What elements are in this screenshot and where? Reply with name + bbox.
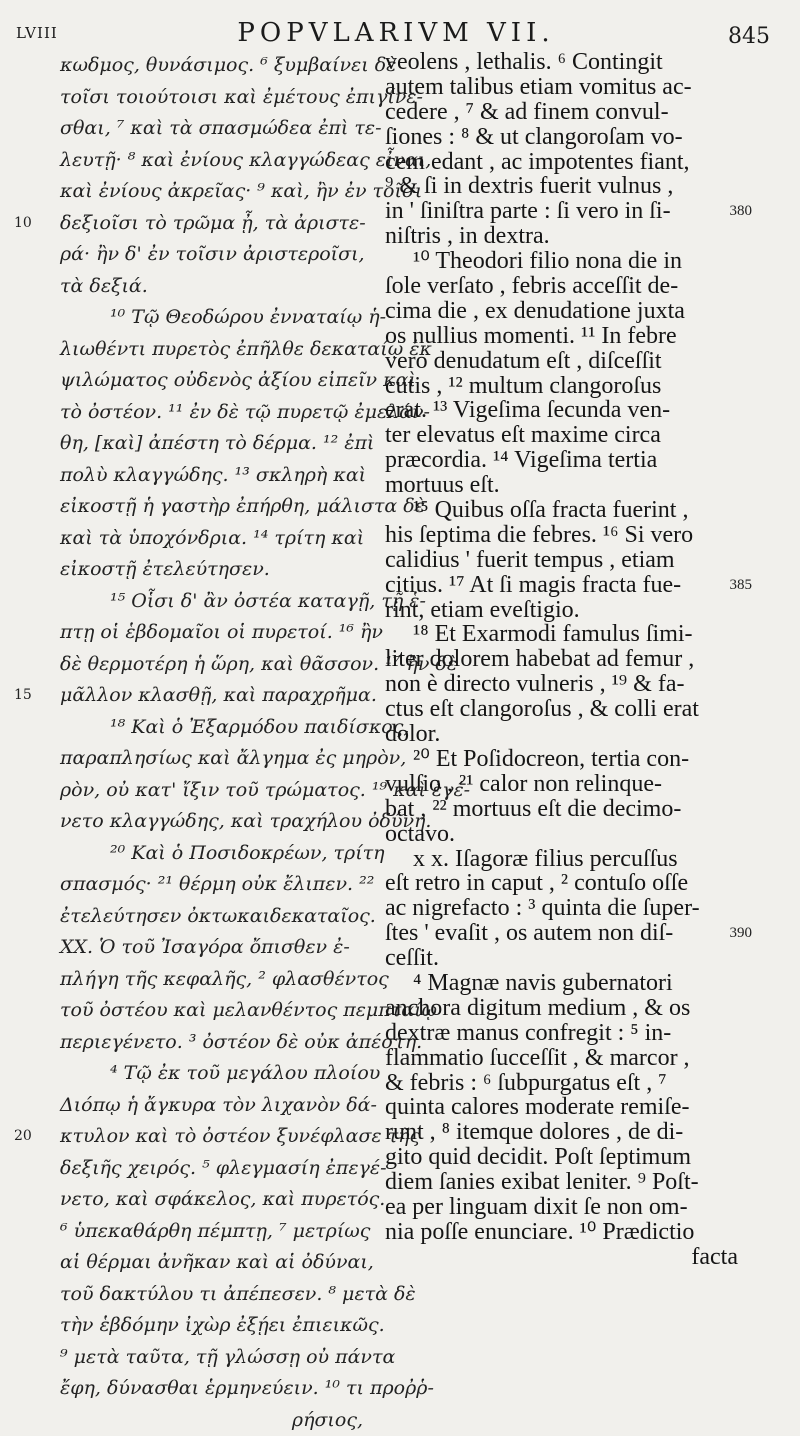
latin-line (385, 971, 760, 996)
latin-line (385, 174, 760, 199)
latin-line (385, 423, 760, 448)
greek-line-text: μᾶλλον κλασθῇ, καὶ παραχρῆμα. (60, 684, 377, 706)
greek-line-text: ρὸν, οὐ κατ' ἴξιν τοῦ τρώματος. ¹⁹ καὶ ἐγέ- (60, 779, 470, 801)
greek-line (10, 271, 385, 303)
latin-line (385, 622, 760, 647)
latin-line-text: cima die , ex denudatione juxta (385, 298, 685, 324)
latin-line-text: x x. Iſagoræ filius percuſſus (413, 846, 678, 872)
latin-line (385, 1220, 760, 1245)
latin-line-text: præcordia. ¹⁴ Vigeſima tertia (385, 447, 657, 473)
greek-line (10, 649, 385, 681)
greek-line (10, 334, 385, 366)
greek-line (10, 743, 385, 775)
latin-line-text: vero denudatum eſt , diſceſſit (385, 348, 662, 374)
latin-line (385, 448, 760, 473)
latin-line-text: dolor. (385, 721, 440, 747)
latin-line (385, 1095, 760, 1120)
greek-line-text: αἱ θέρμαι ἀνῆκαν καὶ αἱ ὀδύναι, (60, 1251, 374, 1273)
latin-line (385, 324, 760, 349)
greek-line (10, 176, 385, 208)
greek-line (10, 869, 385, 901)
latin-line-text: cutis , ¹² multum clangoroſus (385, 373, 661, 399)
greek-line (10, 428, 385, 460)
greek-text-column (10, 50, 385, 1436)
latin-line (385, 274, 760, 299)
greek-line (10, 491, 385, 523)
latin-line (385, 398, 760, 423)
latin-line-text: ſole verſato , febris acceſſit de- (385, 273, 678, 299)
greek-line-text: ¹⁵ Οἷσι δ' ἂν ὀστέα καταγῇ, τῇ ἑ- (110, 590, 426, 612)
latin-line-text: autem talibus etiam vomitus ac- (385, 74, 692, 100)
latin-line (385, 125, 760, 150)
greek-line-text: ⁶ ὑπεκαθάρθη πέμπτῃ, ⁷ μετρίως (60, 1220, 370, 1242)
greek-line-text: XX. Ὁ τοῦ Ἰσαγόρα ὄπισθεν ἐ- (60, 936, 350, 958)
greek-line-text: σθαι, ⁷ καὶ τὰ σπασμώδεα ἐπὶ τε- (60, 117, 382, 139)
latin-line-text: erat. ¹³ Vigeſima ſecunda ven- (385, 397, 670, 423)
greek-line (10, 1184, 385, 1216)
latin-line (385, 1021, 760, 1046)
greek-line (10, 1058, 385, 1090)
latin-line (385, 722, 760, 747)
latin-line-text: nia poſſe enunciare. ¹⁰ Prædictio (385, 1219, 694, 1245)
greek-line (10, 1090, 385, 1122)
latin-line-text: ac nigrefacto : ³ quinta die ſuper- (385, 895, 700, 921)
latin-line-text: veolens , lethalis. ⁶ Contingit (385, 49, 663, 75)
greek-line (10, 1027, 385, 1059)
greek-line (10, 460, 385, 492)
greek-line (10, 82, 385, 114)
latin-line (385, 672, 760, 697)
latin-line (385, 847, 760, 872)
latin-line-text: ¹⁰ Theodori filio nona die in (413, 248, 682, 274)
greek-line-text: ⁹ μετὰ ταῦτα, τῇ γλώσσῃ οὐ πάντα (60, 1346, 395, 1368)
latin-line-text: vulſio , ²¹ calor non relinque- (385, 771, 662, 797)
greek-line (10, 995, 385, 1027)
greek-line-text: νετο, καὶ σφάκελος, καὶ πυρετός. (60, 1188, 385, 1210)
greek-line-text: τοῦ ὀστέου καὶ μελανθέντος πεμπταίῳ (60, 999, 437, 1021)
latin-line-text: non è directo vulneris , ¹⁹ & fa- (385, 671, 684, 697)
greek-line-text: πολὺ κλαγγώδης. ¹³ σκληρὴ καὶ (60, 464, 366, 486)
greek-line (10, 1153, 385, 1185)
latin-line-text: calidius ' fuerit tempus , etiam (385, 547, 675, 573)
greek-line-number: 10 (14, 208, 32, 240)
greek-line-text: εἰκοστῇ ἐτελεύτησεν. (60, 558, 270, 580)
greek-line (10, 208, 385, 240)
greek-line (10, 1342, 385, 1374)
latin-line (385, 772, 760, 797)
latin-line-text: ſtes ' evaſit , os autem non diſ- (385, 920, 673, 946)
latin-line (385, 946, 760, 971)
greek-line (10, 145, 385, 177)
greek-line (10, 775, 385, 807)
latin-line-text: bat , ²² mortuus eſt die decimo- (385, 796, 681, 822)
latin-line (385, 100, 760, 125)
latin-line-text: ea per linguam dixit ſe non om- (385, 1194, 688, 1220)
latin-line-text: cem edant , ac impotentes fiant, (385, 149, 690, 175)
latin-line (385, 1245, 760, 1270)
latin-line (385, 1046, 760, 1071)
greek-line (10, 239, 385, 271)
latin-line-text: in ' ſiniſtra parte : ſi vero in ſi- (385, 198, 671, 224)
latin-line (385, 573, 760, 598)
greek-line-text: δὲ θερμοτέρη ἡ ὥρη, καὶ θᾶσσον. ¹⁷ ἢν δὲ (60, 653, 457, 675)
greek-line (10, 1279, 385, 1311)
greek-line-text: καὶ τὰ ὑποχόνδρια. ¹⁴ τρίτη καὶ (60, 527, 364, 549)
latin-line-text: & febris : ⁶ ſubpurgatus eſt , ⁷ (385, 1070, 667, 1096)
latin-line-text: ceſſit. (385, 945, 439, 971)
latin-line (385, 75, 760, 100)
latin-line-text: ²⁰ Et Poſidocreon, tertia con- (413, 746, 689, 772)
latin-line (385, 697, 760, 722)
greek-line (10, 838, 385, 870)
greek-line-text: νετο κλαγγώδης, καὶ τραχήλου ὀδύνη. (60, 810, 431, 832)
latin-line (385, 1170, 760, 1195)
latin-line-text: niſtris , in dextra. (385, 223, 550, 249)
latin-line (385, 374, 760, 399)
greek-line (10, 397, 385, 429)
greek-line-text: ρά· ἢν δ' ἐν τοῖσιν ἀριστεροῖσι, (60, 243, 365, 265)
margin-line-number: 380 (730, 199, 753, 224)
greek-line (10, 1405, 385, 1436)
greek-line (10, 1373, 385, 1405)
greek-line-text: λιωθέντι πυρετὸς ἐπῆλθε δεκαταίῳ ἐκ (60, 338, 432, 360)
latin-line (385, 473, 760, 498)
greek-line-text: τοῖσι τοιούτοισι καὶ ἐμέτους ἐπιγίνε- (60, 86, 423, 108)
greek-line-text: πτῃ οἱ ἑβδομαῖοι οἱ πυρετοί. ¹⁶ ἢν (60, 621, 383, 643)
latin-line-text: runt , ⁸ itemque dolores , de di- (385, 1119, 683, 1145)
greek-line-text: περιεγένετο. ³ ὀστέον δὲ οὐκ ἀπέστη. (60, 1031, 422, 1053)
latin-line (385, 647, 760, 672)
greek-line-text: Διόπῳ ἡ ἄγκυρα τὸν λιχανὸν δά- (60, 1094, 377, 1116)
latin-line-text: eſt retro in caput , ² contuſo oſſe (385, 870, 688, 896)
latin-line (385, 498, 760, 523)
greek-line-text: κωδμος, θυνάσιμος. ⁶ ξυμβαίνει δὲ (60, 54, 396, 76)
latin-line (385, 921, 760, 946)
greek-line (10, 932, 385, 964)
latin-text-column (385, 50, 760, 1270)
greek-line (10, 680, 385, 712)
greek-line (10, 964, 385, 996)
greek-line-text: πλήγη τῆς κεφαλῆς, ² φλασθέντος (60, 968, 389, 990)
latin-line-text: ctus eſt clangoroſus , & colli erat (385, 696, 699, 722)
greek-line-text: δεξιοῖσι τὸ τρῶμα ᾖ, τὰ ἀριστε- (60, 212, 366, 234)
latin-line-text: octavo. (385, 821, 455, 847)
latin-line (385, 871, 760, 896)
greek-line-number: 15 (14, 680, 32, 712)
greek-line (10, 712, 385, 744)
greek-line-text: ¹⁰ Τῷ Θεοδώρου ἐνναταίῳ ἡ- (110, 306, 386, 328)
latin-line (385, 150, 760, 175)
latin-line (385, 896, 760, 921)
greek-line-text: ἔφη, δύνασθαι ἑρμηνεύειν. ¹⁰ τι προῤῥ- (60, 1377, 434, 1399)
latin-line-text: os nullius momenti. ¹¹ In febre (385, 323, 677, 349)
latin-line (385, 523, 760, 548)
greek-line-text: καὶ ἐνίους ἀκρεῖας· ⁹ καὶ, ἢν ἐν τοῖσι (60, 180, 422, 202)
greek-line (10, 1247, 385, 1279)
greek-line (10, 1121, 385, 1153)
greek-line-number: 20 (14, 1121, 32, 1153)
latin-line-text: gito quid decidit. Poſt ſeptimum (385, 1144, 691, 1170)
greek-line-text: τὰ δεξιά. (60, 275, 148, 297)
header-title: POPVLARIVM VII. (16, 18, 776, 48)
greek-line-text: λευτῇ· ⁸ καὶ ἐνίους κλαγγώδεας εἶναι, (60, 149, 431, 171)
latin-line (385, 299, 760, 324)
greek-line-text: ¹⁸ Καὶ ὁ Ἐξαρμόδου παιδίσκος, (110, 716, 409, 738)
latin-line-text: ſiones : ⁸ & ut clangoroſam vo- (385, 124, 683, 150)
page-number: 845 (728, 24, 770, 49)
latin-line-text: ⁹ & ſi in dextris fuerit vulnus , (385, 173, 673, 199)
latin-line (385, 797, 760, 822)
latin-line (385, 1145, 760, 1170)
greek-line (10, 806, 385, 838)
latin-line (385, 996, 760, 1021)
greek-line (10, 365, 385, 397)
latin-line-text: mortuus eſt. (385, 472, 500, 498)
greek-line (10, 554, 385, 586)
latin-line-text: flammatio ſucceſſit , & marcor , (385, 1045, 690, 1071)
latin-line (385, 249, 760, 274)
latin-line-text: ¹⁸ Et Exarmodi famulus ſimi- (413, 621, 693, 647)
greek-line-text: παραπλησίως καὶ ἄλγημα ἐς μηρὸν, (60, 747, 406, 769)
greek-line-text: θη, [καὶ] ἀπέστη τὸ δέρμα. ¹² ἐπὶ (60, 432, 374, 454)
latin-line (385, 199, 760, 224)
latin-line (385, 1071, 760, 1096)
latin-line-text: quinta calores moderate remiſe- (385, 1094, 690, 1120)
latin-line-text: ¹⁵ Quibus oſſa fracta fuerint , (413, 497, 688, 523)
latin-line (385, 822, 760, 847)
greek-line (10, 1310, 385, 1342)
latin-line-text: ter elevatus eſt maxime circa (385, 422, 661, 448)
latin-line-text: his ſeptima die febres. ¹⁶ Si vero (385, 522, 693, 548)
latin-line (385, 224, 760, 249)
greek-line-text: δεξιῆς χειρός. ⁵ φλεγμασίη ἐπεγέ- (60, 1157, 387, 1179)
greek-line-text: τὴν ἑβδόμην ἰχὼρ ἐξῄει ἐπιεικῶς. (60, 1314, 385, 1336)
latin-line (385, 747, 760, 772)
latin-line (385, 50, 760, 75)
greek-line-text: ἐτελεύτησεν ὀκτωκαιδεκαταῖος. (60, 905, 376, 927)
running-header (16, 14, 776, 54)
greek-line-text: σπασμός· ²¹ θέρμη οὐκ ἔλιπεν. ²² (60, 873, 374, 895)
latin-line-text: ⁴ Magnæ navis gubernatori (413, 970, 673, 996)
latin-line-text: anchora digitum medium , & os (385, 995, 690, 1021)
latin-line (385, 1195, 760, 1220)
header-section-number: LVIII (16, 24, 58, 42)
latin-line-text: citius. ¹⁷ At ſi magis fracta fue- (385, 572, 681, 598)
greek-line-text: εἰκοστῇ ἡ γαστὴρ ἐπήρθη, μάλιστα δὲ (60, 495, 425, 517)
greek-line (10, 302, 385, 334)
latin-line (385, 548, 760, 573)
greek-line-text: ⁴ Τῷ ἐκ τοῦ μεγάλου πλοίου (110, 1062, 380, 1084)
greek-line-text: ρήσιος, (292, 1409, 363, 1431)
greek-line-text: κτυλον καὶ τὸ ὀστέον ξυνέφλασε τῆς (60, 1125, 420, 1147)
greek-line-text: ²⁰ Καὶ ὁ Ποσιδοκρέων, τρίτη (110, 842, 385, 864)
latin-line (385, 349, 760, 374)
greek-line (10, 901, 385, 933)
latin-line (385, 598, 760, 623)
greek-line (10, 586, 385, 618)
latin-line-text: rint, etiam eveſtigio. (385, 597, 580, 623)
greek-line (10, 1216, 385, 1248)
greek-line (10, 523, 385, 555)
greek-line-text: τὸ ὀστέον. ¹¹ ἐν δὲ τῷ πυρετῷ ἐμελάν- (60, 401, 430, 423)
latin-line-text: liter dolorem habebat ad femur , (385, 646, 694, 672)
greek-line-text: ψιλώματος οὐδενὸς ἀξίου εἰπεῖν καὶ (60, 369, 416, 391)
margin-line-number: 390 (730, 921, 753, 946)
latin-line-text: cedere , ⁷ & ad finem convul- (385, 99, 669, 125)
latin-line (385, 1120, 760, 1145)
greek-line-text: τοῦ δακτύλου τι ἀπέπεσεν. ⁸ μετὰ δὲ (60, 1283, 416, 1305)
latin-line-text: facta (691, 1244, 738, 1270)
greek-line (10, 617, 385, 649)
latin-line-text: dextræ manus confregit : ⁵ in- (385, 1020, 671, 1046)
margin-line-number: 385 (730, 573, 753, 598)
latin-line-text: diem ſanies exibat leniter. ⁹ Poſt- (385, 1169, 699, 1195)
greek-line (10, 113, 385, 145)
greek-line (10, 50, 385, 82)
